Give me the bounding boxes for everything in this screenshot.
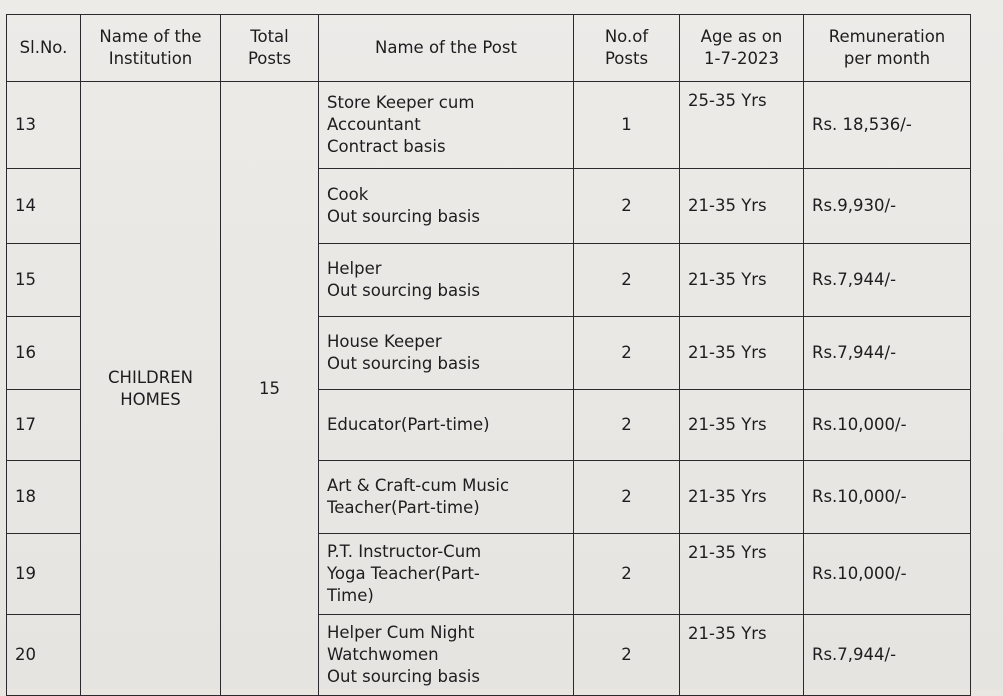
no-of-posts-cell: 2 xyxy=(574,317,680,390)
header-sl-no: Sl.No. xyxy=(7,15,81,82)
header-institution: Name of the Institution xyxy=(81,15,221,82)
header-no-of-posts: No.of Posts xyxy=(574,15,680,82)
header-post-name: Name of the Post xyxy=(319,15,574,82)
remuneration-cell: Rs.7,944/- xyxy=(804,317,971,390)
no-of-posts-cell: 2 xyxy=(574,615,680,696)
sl-no-cell: 15 xyxy=(7,244,81,317)
post-name-cell: P.T. Instructor-Cum Yoga Teacher(Part- Time) xyxy=(319,534,574,615)
post-name-cell: Art & Craft-cum Music Teacher(Part-time) xyxy=(319,461,574,534)
sl-no-cell: 18 xyxy=(7,461,81,534)
post-name-cell: Helper Out sourcing basis xyxy=(319,244,574,317)
posts-table xyxy=(6,14,971,696)
no-of-posts-cell: 1 xyxy=(574,82,680,169)
sl-no-cell: 17 xyxy=(7,390,81,461)
sl-no-cell: 19 xyxy=(7,534,81,615)
post-name-cell: Helper Cum Night Watchwomen Out sourcing basis xyxy=(319,615,574,696)
sl-no-cell: 13 xyxy=(7,82,81,169)
no-of-posts-cell: 2 xyxy=(574,534,680,615)
remuneration-cell: Rs.7,944/- xyxy=(804,615,971,696)
age-cell: 21-35 Yrs xyxy=(680,390,804,461)
no-of-posts-cell: 2 xyxy=(574,390,680,461)
header-total-posts: Total Posts xyxy=(221,15,319,82)
remuneration-cell: Rs.10,000/- xyxy=(804,461,971,534)
sl-no-cell: 14 xyxy=(7,169,81,244)
header-row xyxy=(7,15,971,82)
age-cell: 21-35 Yrs xyxy=(680,534,804,615)
institution-cell: CHILDREN HOMES xyxy=(81,82,221,696)
total-posts-cell: 15 xyxy=(221,82,319,696)
no-of-posts-cell: 2 xyxy=(574,244,680,317)
age-cell: 21-35 Yrs xyxy=(680,169,804,244)
no-of-posts-cell: 2 xyxy=(574,169,680,244)
remuneration-cell: Rs.7,944/- xyxy=(804,244,971,317)
table-row xyxy=(7,82,971,169)
age-cell: 21-35 Yrs xyxy=(680,244,804,317)
remuneration-cell: Rs.9,930/- xyxy=(804,169,971,244)
remuneration-cell: Rs. 18,536/- xyxy=(804,82,971,169)
remuneration-cell: Rs.10,000/- xyxy=(804,390,971,461)
post-name-cell: House Keeper Out sourcing basis xyxy=(319,317,574,390)
post-name-cell: Educator(Part-time) xyxy=(319,390,574,461)
age-cell: 25-35 Yrs xyxy=(680,82,804,169)
age-cell: 21-35 Yrs xyxy=(680,461,804,534)
header-remuneration: Remuneration per month xyxy=(804,15,971,82)
post-name-cell: Store Keeper cum Accountant Contract basis xyxy=(319,82,574,169)
sl-no-cell: 16 xyxy=(7,317,81,390)
sl-no-cell: 20 xyxy=(7,615,81,696)
post-name-cell: Cook Out sourcing basis xyxy=(319,169,574,244)
age-cell: 21-35 Yrs xyxy=(680,615,804,696)
remuneration-cell: Rs.10,000/- xyxy=(804,534,971,615)
no-of-posts-cell: 2 xyxy=(574,461,680,534)
age-cell: 21-35 Yrs xyxy=(680,317,804,390)
header-age: Age as on 1-7-2023 xyxy=(680,15,804,82)
